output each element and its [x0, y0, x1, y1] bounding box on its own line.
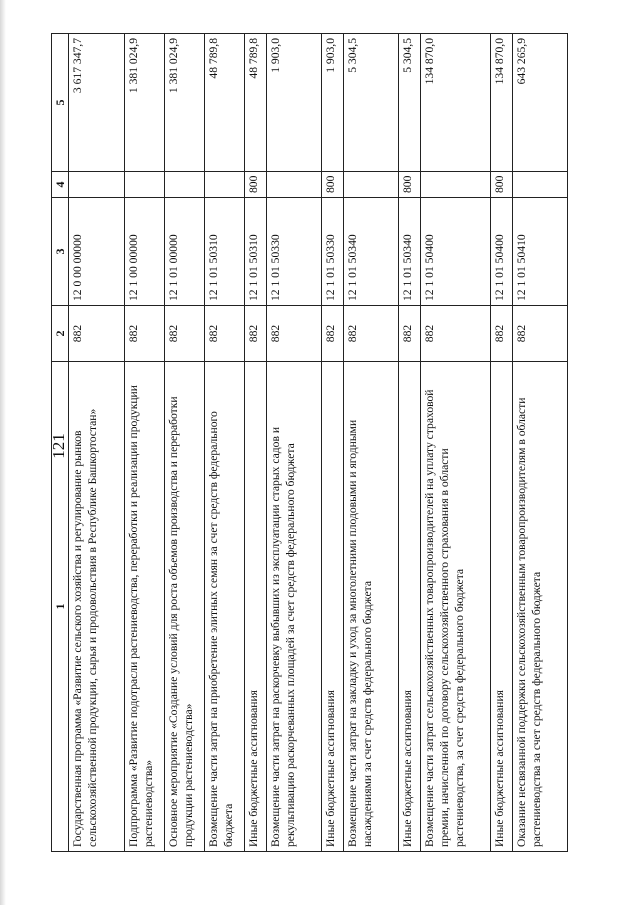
cell-code: 12 1 01 50340: [344, 198, 399, 306]
cell-type: 800: [245, 172, 267, 198]
cell-code: 12 0 00 00000: [69, 198, 125, 306]
cell-code: 12 1 01 50410: [513, 198, 568, 306]
cell-name: Оказание несвязанной поддержки сельскохозяйственным товаропроизводителям в области растениеводства за счет средств федерального бюджета: [513, 362, 568, 852]
cell-amount: 48 789,8: [205, 34, 245, 172]
table-row: [344, 34, 399, 852]
cell-ministry: 882: [322, 306, 344, 362]
cell-amount: 134 870,0: [491, 34, 513, 172]
cell-code: 12 1 01 50310: [245, 198, 267, 306]
cell-name: Иные бюджетные ассигнования: [322, 362, 344, 852]
rotated-table-container: [51, 34, 543, 852]
cell-name: Основное мероприятие «Создание условий для роста объемов производства и переработки продукции растениеводства»: [165, 362, 205, 852]
cell-type: [69, 172, 125, 198]
cell-ministry: 882: [125, 306, 165, 362]
cell-ministry: 882: [205, 306, 245, 362]
cell-amount: 643 265,9: [513, 34, 568, 172]
cell-ministry: 882: [344, 306, 399, 362]
cell-ministry: 882: [165, 306, 205, 362]
cell-name: Возмещение части затрат на приобретение элитных семян за счет средств федерального бюджета: [205, 362, 245, 852]
cell-name: Подпрограмма «Развитие подотрасли растениеводства, переработки и реализации продукции растениеводства»: [125, 362, 165, 852]
header-col-1: 1: [52, 362, 69, 852]
cell-name: Иные бюджетные ассигнования: [399, 362, 421, 852]
cell-code: 12 1 01 50330: [322, 198, 344, 306]
cell-ministry: 882: [421, 306, 491, 362]
cell-code: 12 1 01 50340: [399, 198, 421, 306]
cell-type: [421, 172, 491, 198]
cell-type: [165, 172, 205, 198]
cell-type: [344, 172, 399, 198]
table-row: [421, 34, 491, 852]
table-row: [69, 34, 125, 852]
cell-name: Возмещение части затрат на закладку и уход за многолетними плодовыми и ягодными насаждениями за счет средств федерального бюджета: [344, 362, 399, 852]
cell-code: 12 1 01 00000: [165, 198, 205, 306]
budget-table: [51, 33, 568, 852]
cell-amount: 134 870,0: [421, 34, 491, 172]
cell-ministry: 882: [267, 306, 322, 362]
cell-ministry: 882: [69, 306, 125, 362]
cell-amount: 3 617 347,7: [69, 34, 125, 172]
cell-ministry: 882: [491, 306, 513, 362]
cell-code: 12 1 01 50310: [205, 198, 245, 306]
table-row: [322, 34, 344, 852]
cell-name: Иные бюджетные ассигнования: [491, 362, 513, 852]
cell-type: [267, 172, 322, 198]
cell-type: 800: [322, 172, 344, 198]
cell-amount: 48 789,8: [245, 34, 267, 172]
cell-code: 12 1 01 50330: [267, 198, 322, 306]
header-row: [52, 34, 69, 852]
table-row: [165, 34, 205, 852]
cell-amount: 5 304,5: [344, 34, 399, 172]
cell-code: 12 1 01 50400: [491, 198, 513, 306]
cell-ministry: 882: [399, 306, 421, 362]
cell-type: 800: [491, 172, 513, 198]
page-number: 121: [49, 433, 68, 459]
cell-amount: 1 903,0: [267, 34, 322, 172]
cell-amount: 1 381 024,9: [125, 34, 165, 172]
table-row: [399, 34, 421, 852]
cell-name: Государственная программа «Развитие сельского хозяйства и регулирование рынков сельскохозяйственной продукции, сырья и продовольствия в Республике Башкортостан»: [69, 362, 125, 852]
cell-amount: 1 903,0: [322, 34, 344, 172]
cell-amount: 5 304,5: [399, 34, 421, 172]
header-col-3: 3: [52, 198, 69, 306]
scan-edge: [0, 0, 6, 905]
cell-name: Возмещение части затрат на раскорчевку выбывших из эксплуатации старых садов и рекультивацию раскорчеванных площадей за счет средств федерального бюджета: [267, 362, 322, 852]
cell-code: 12 1 00 00000: [125, 198, 165, 306]
cell-type: [513, 172, 568, 198]
cell-code: 12 1 01 50400: [421, 198, 491, 306]
header-col-4: 4: [52, 172, 69, 198]
table-row: [205, 34, 245, 852]
cell-name: Иные бюджетные ассигнования: [245, 362, 267, 852]
table-row: [267, 34, 322, 852]
cell-amount: 1 381 024,9: [165, 34, 205, 172]
header-col-5: 5: [52, 34, 69, 172]
cell-ministry: 882: [513, 306, 568, 362]
table-row: [125, 34, 165, 852]
cell-type: [205, 172, 245, 198]
table-row: [491, 34, 513, 852]
header-col-2: 2: [52, 306, 69, 362]
cell-ministry: 882: [245, 306, 267, 362]
cell-type: 800: [399, 172, 421, 198]
cell-name: Возмещение части затрат сельскохозяйственных товаропроизводителей на уплату страховой премии, начисленной по договору сельскохозяйственного страхования в области растениеводства, за счет средств федерального бюджета: [421, 362, 491, 852]
table-row: [245, 34, 267, 852]
cell-type: [125, 172, 165, 198]
table-row: [513, 34, 568, 852]
